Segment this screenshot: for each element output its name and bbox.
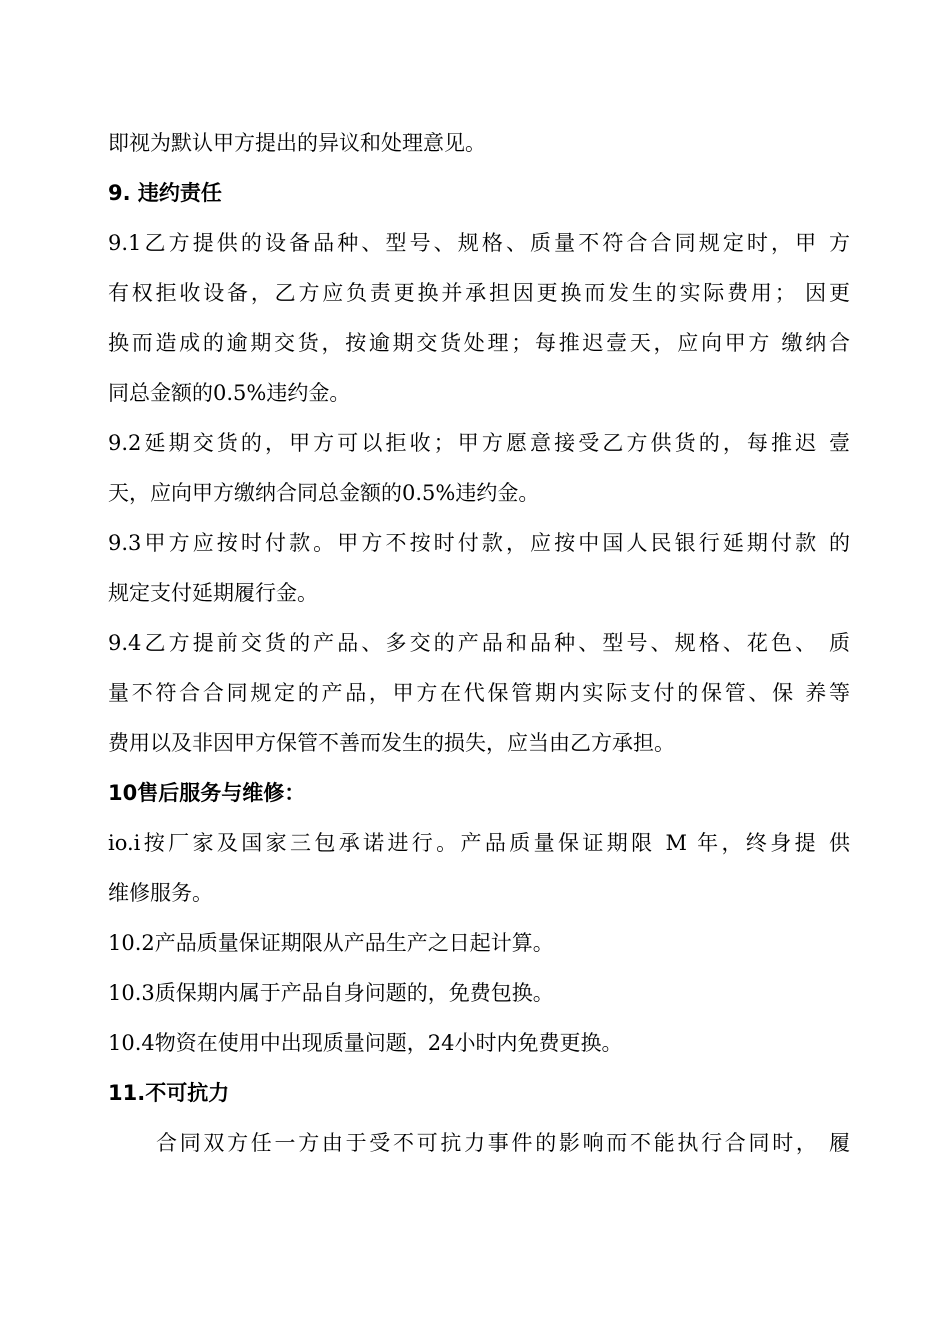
text-line: 合同双方任一方由于受不可抗力事件的影响而不能执行合同时， 履	[156, 1131, 850, 1155]
text-line: 9.3甲方应按时付款。甲方不按时付款，应按中国人民银行延期付款 的	[108, 531, 850, 555]
text-line: 10.4物资在使用中出现质量问题，24小时内免费更换。	[108, 1031, 623, 1055]
section-heading-breach-liability: 9. 违约责任	[108, 181, 222, 205]
text-line: 10.2产品质量保证期限从产品生产之日起计算。	[108, 931, 554, 955]
text-line: 10.3质保期内属于产品自身问题的，免费包换。	[108, 981, 554, 1005]
text-line: 即视为默认甲方提出的异议和处理意见。	[108, 131, 486, 155]
text-line: 费用以及非因甲方保管不善而发生的损失，应当由乙方承担。	[108, 731, 675, 755]
text-line: 天，应向甲方缴纳合同总金额的0.5%违约金。	[108, 481, 540, 505]
document-page	[108, 118, 850, 1168]
text-line: 维修服务。	[108, 881, 213, 905]
text-line: 规定支付延期履行金。	[108, 581, 318, 605]
text-line: 有权拒收设备，乙方应负责更换并承担因更换而发生的实际费用； 因更	[108, 281, 850, 305]
text-line: io.i按厂家及国家三包承诺进行。产品质量保证期限 M 年，终身提 供	[108, 831, 850, 855]
text-line: 换而造成的逾期交货，按逾期交货处理；每推迟壹天，应向甲方 缴纳合	[108, 331, 850, 355]
section-heading-after-sales: 10售后服务与维修：	[108, 781, 306, 805]
text-line: 9.1乙方提供的设备品种、型号、规格、质量不符合合同规定时，甲 方	[108, 231, 850, 255]
text-line: 量不符合合同规定的产品，甲方在代保管期内实际支付的保管、保 养等	[108, 681, 850, 705]
text-line: 9.2延期交货的，甲方可以拒收；甲方愿意接受乙方供货的，每推迟 壹	[108, 431, 850, 455]
text-line: 9.4乙方提前交货的产品、多交的产品和品种、型号、规格、花色、 质	[108, 631, 850, 655]
text-line: 同总金额的0.5%违约金。	[108, 381, 351, 405]
section-heading-force-majeure: 11.不可抗力	[108, 1081, 230, 1105]
